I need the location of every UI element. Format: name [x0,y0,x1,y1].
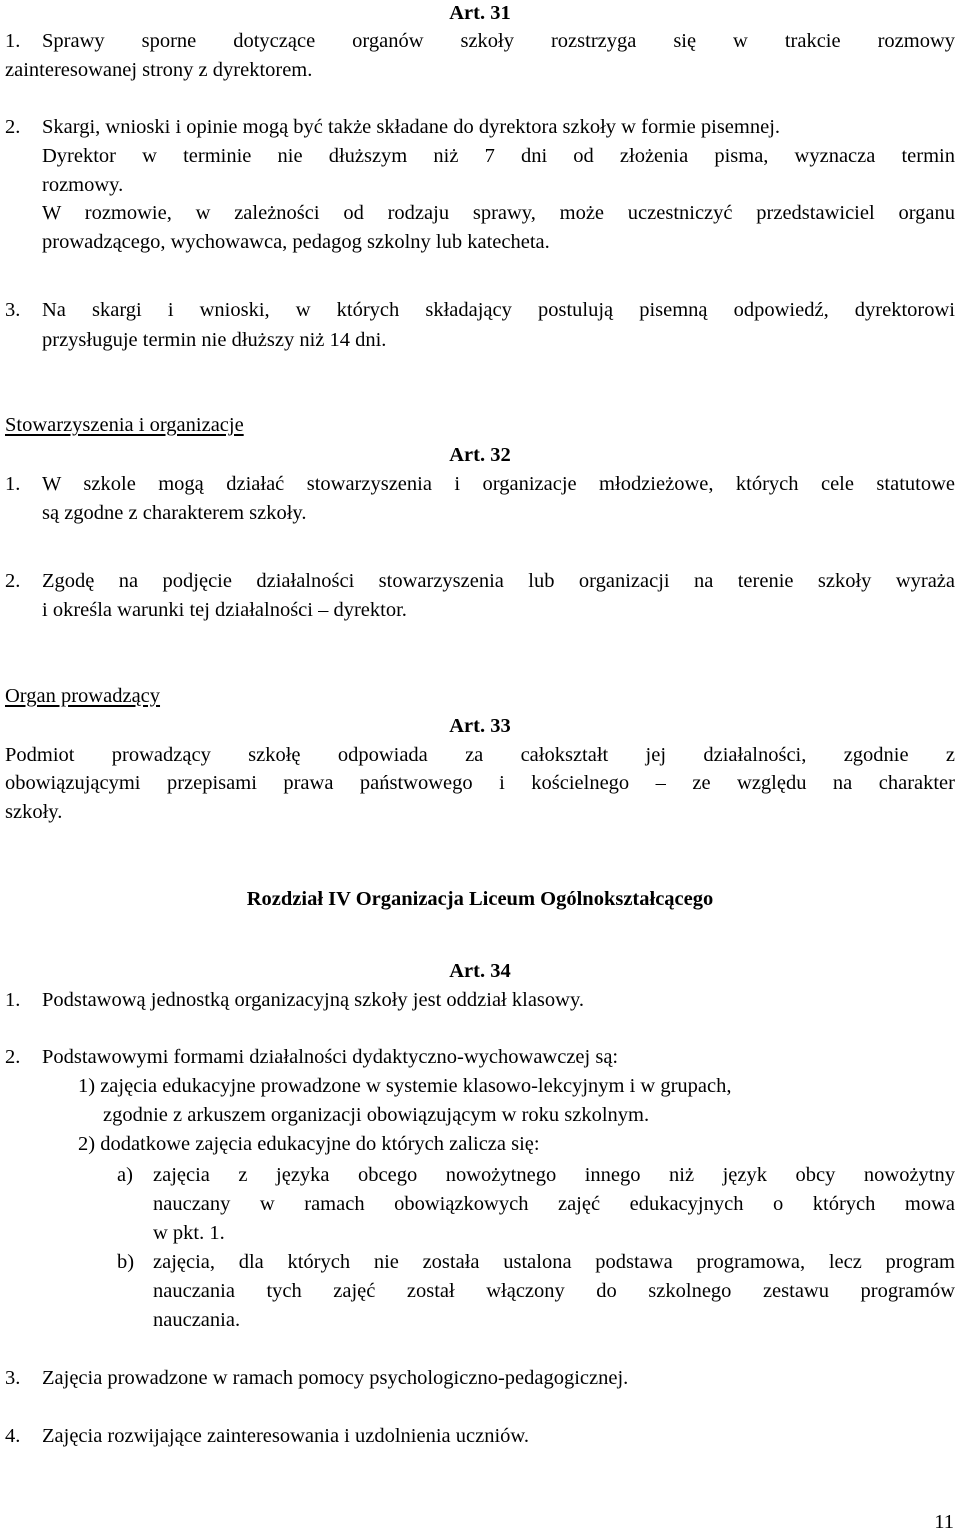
art33-line3: szkoły. [5,801,63,823]
art34-subitem-a-line2: nauczany w ramach obowiązkowych zajęć edukacyjnych o których mowa [153,1193,955,1215]
art31-p2-line2: Dyrektor w terminie nie dłuższym niż 7 dni od złożenia pisma, wyznacza termin [42,145,955,167]
art31-p1-line2: zainteresowanej strony z dyrektorem. [5,59,313,81]
art34-p3-line1: Zajęcia prowadzone w ramach pomocy psychologiczno-pedagogicznej. [42,1367,629,1389]
section-title-governing-body: Organ prowadzący [5,685,161,707]
art34-p3-number: 3. [5,1367,21,1389]
art31-p2-line4: W rozmowie, w zależności od rodzaju sprawy, może uczestniczyć przedstawiciel organu [42,202,955,224]
art34-item1-line2: zgodnie z arkuszem organizacji obowiązującym w roku szkolnym. [103,1104,650,1126]
art32-p2-line2: i określa warunki tej działalności – dyrektor. [42,599,407,621]
article-33-heading: Art. 33 [449,715,511,737]
art32-p2-line1: Zgodę na podjęcie działalności stowarzyszenia lub organizacji na terenie szkoły wyraża [42,570,955,592]
art34-subitem-b-label: b) [117,1251,135,1273]
art34-p4-line1: Zajęcia rozwijające zainteresowania i uzdolnienia uczniów. [42,1425,530,1447]
art31-p1-number: 1. [5,30,21,52]
art31-p3-line1: Na skargi i wnioski, w których składający postulują pisemną odpowiedź, dyrektorowi [42,299,955,321]
art34-subitem-b-line1: zajęcia, dla których nie została ustalona podstawa programowa, lecz program [153,1251,955,1273]
art33-line2: obowiązującymi przepisami prawa państwowego i kościelnego – ze względu na charakter [5,772,955,794]
art34-subitem-a-line3: w pkt. 1. [153,1222,225,1244]
article-31-heading: Art. 31 [449,2,511,24]
art31-p1-line1: Sprawy sporne dotyczące organów szkoły rozstrzyga się w trakcie rozmowy [42,30,955,52]
art34-p4-number: 4. [5,1425,21,1447]
art31-p3-number: 3. [5,299,21,321]
art34-item2-line1: 2) dodatkowe zajęcia edukacyjne do których zalicza się: [78,1133,540,1155]
art34-subitem-a-label: a) [117,1164,133,1186]
art34-item1-line1: 1) zajęcia edukacyjne prowadzone w systemie klasowo-lekcyjnym i w grupach, [78,1075,732,1097]
art32-p1-number: 1. [5,473,21,495]
art34-p1-line1: Podstawową jednostką organizacyjną szkoły jest oddział klasowy. [42,989,584,1011]
art31-p2-line3: rozmowy. [42,174,124,196]
art34-subitem-b-line2: nauczania tych zajęć został włączony do szkolnego zestawu programów [153,1280,955,1302]
art34-subitem-a-line1: zajęcia z języka obcego nowożytnego innego niż język obcy nowożytny [153,1164,955,1186]
art34-p2-line1: Podstawowymi formami działalności dydaktyczno-wychowawczej są: [42,1046,619,1068]
article-32-heading: Art. 32 [449,444,511,466]
page-number: 11 [934,1511,954,1533]
art31-p3-line2: przysługuje termin nie dłuższy niż 14 dni. [42,329,387,351]
art34-subitem-b-line3: nauczania. [153,1309,241,1331]
art32-p1-line2: są zgodne z charakterem szkoły. [42,502,307,524]
art31-p2-number: 2. [5,116,21,138]
art34-p1-number: 1. [5,989,21,1011]
art32-p1-line1: W szkole mogą działać stowarzyszenia i organizacje młodzieżowe, których cele statutowe [42,473,955,495]
art34-p2-number: 2. [5,1046,21,1068]
article-34-heading: Art. 34 [449,960,511,982]
chapter-title: Rozdział IV Organizacja Liceum Ogólnokształcącego [246,888,714,910]
art31-p2-line5: prowadzącego, wychowawca, pedagog szkolny lub katecheta. [42,231,550,253]
art32-p2-number: 2. [5,570,21,592]
art33-line1: Podmiot prowadzący szkołę odpowiada za całokształt jej działalności, zgodnie z [5,744,955,766]
art31-p2-line1: Skargi, wnioski i opinie mogą być także składane do dyrektora szkoły w formie pisemnej. [42,116,781,138]
section-title-associations: Stowarzyszenia i organizacje [5,414,244,436]
